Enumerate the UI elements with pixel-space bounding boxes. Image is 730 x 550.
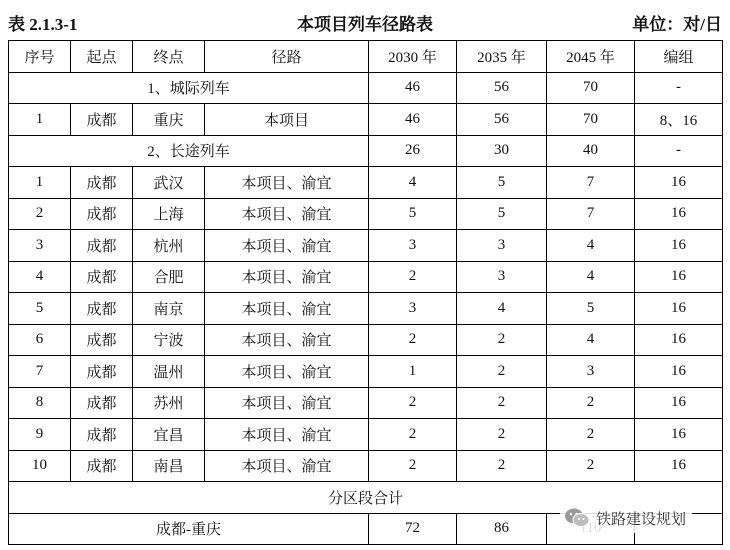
table-row [9, 104, 723, 136]
header-2035: 2035 年 [457, 41, 547, 73]
cell-2035: 2 [457, 356, 547, 388]
cell-no: 3 [9, 230, 71, 262]
cell-no: 9 [9, 419, 71, 451]
cell-route: 本项目、渝宜 [205, 293, 369, 325]
cell-2030: 2 [369, 419, 457, 451]
header-2045: 2045 年 [547, 41, 635, 73]
cell-2035: 3 [457, 230, 547, 262]
section-row-intercity [9, 72, 723, 104]
cell-route: 本项目、渝宜 [205, 419, 369, 451]
cell-2045: 3 [547, 356, 635, 388]
cell-group: 8、16 [635, 104, 723, 136]
cell-2045: 70 [547, 72, 635, 104]
cell-group: 16 [635, 324, 723, 356]
cell-no: 5 [9, 293, 71, 325]
table-row [9, 198, 723, 230]
cell-2035: 2 [457, 324, 547, 356]
cell-2030: 2 [369, 387, 457, 419]
cell-2045: 7 [547, 167, 635, 199]
cell-start: 成都 [71, 293, 133, 325]
cell-end: 宁波 [133, 324, 205, 356]
cell-2035: 2 [457, 419, 547, 451]
cell-end: 重庆 [133, 104, 205, 136]
cell-group: 16 [635, 387, 723, 419]
cell-2035: 86 [457, 513, 547, 545]
header-group: 编组 [635, 41, 723, 73]
table-row [9, 387, 723, 419]
cell-end: 杭州 [133, 230, 205, 262]
cell-route: 本项目、渝宜 [205, 387, 369, 419]
train-route-table [8, 40, 723, 545]
table-row [9, 450, 723, 482]
cell-group: 16 [635, 450, 723, 482]
cell-no: 7 [9, 356, 71, 388]
cell-2035: 5 [457, 167, 547, 199]
cell-end: 上海 [133, 198, 205, 230]
cell-no: 2 [9, 198, 71, 230]
cell-route: 本项目、渝宜 [205, 261, 369, 293]
cell-end: 武汉 [133, 167, 205, 199]
cell-route: 本项目、渝宜 [205, 167, 369, 199]
cell-2030: 1 [369, 356, 457, 388]
cell-end: 南京 [133, 293, 205, 325]
cell-2030: 46 [369, 104, 457, 136]
segment-label: 成都-重庆 [9, 513, 369, 545]
cell-2035: 5 [457, 198, 547, 230]
cell-route: 本项目、渝宜 [205, 324, 369, 356]
cell-2035: 4 [457, 293, 547, 325]
header-2030: 2030 年 [369, 41, 457, 73]
cell-end: 苏州 [133, 387, 205, 419]
cell-route: 本项目、渝宜 [205, 450, 369, 482]
cell-group: 16 [635, 419, 723, 451]
table-title: 本项目列车径路表 [297, 15, 433, 34]
cell-route: 本项目 [205, 104, 369, 136]
cell-group: - [635, 72, 723, 104]
cell-end: 宜昌 [133, 419, 205, 451]
cell-2035: 56 [457, 104, 547, 136]
cell-group: 16 [635, 230, 723, 262]
header-start: 起点 [71, 41, 133, 73]
cell-2045: 5 [547, 293, 635, 325]
cell-start: 成都 [71, 450, 133, 482]
cell-2045: 4 [547, 230, 635, 262]
section-label: 1、城际列车 [9, 72, 369, 104]
cell-start: 成都 [71, 167, 133, 199]
cell-group: 16 [635, 261, 723, 293]
section-label: 2、长途列车 [9, 135, 369, 167]
cell-2045: 4 [547, 324, 635, 356]
header-row [9, 41, 723, 73]
cell-2035: 30 [457, 135, 547, 167]
cell-start: 成都 [71, 356, 133, 388]
cell-no: 4 [9, 261, 71, 293]
cell-2045: 2 [547, 419, 635, 451]
cell-no: 1 [9, 167, 71, 199]
cell-2030: 5 [369, 198, 457, 230]
cell-end: 合肥 [133, 261, 205, 293]
cell-start: 成都 [71, 387, 133, 419]
cell-2035: 2 [457, 387, 547, 419]
subtotal-label: 分区段合计 [9, 482, 723, 514]
cell-start: 成都 [71, 324, 133, 356]
cell-2030: 72 [369, 513, 457, 545]
cell-2030: 46 [369, 72, 457, 104]
cell-start: 成都 [71, 261, 133, 293]
table-unit: 单位：对/日 [632, 15, 722, 34]
section-row-longdistance [9, 135, 723, 167]
cell-no: 6 [9, 324, 71, 356]
cell-group: 16 [635, 198, 723, 230]
cell-group: 16 [635, 293, 723, 325]
cell-2030: 2 [369, 324, 457, 356]
watermark-text: 铁路建设规划 [596, 509, 687, 528]
cell-end: 温州 [133, 356, 205, 388]
cell-2030: 26 [369, 135, 457, 167]
cell-group: 16 [635, 356, 723, 388]
table-row [9, 167, 723, 199]
cell-2045: 4 [547, 261, 635, 293]
cell-route: 本项目、渝宜 [205, 198, 369, 230]
header-route: 径路 [205, 41, 369, 73]
table-caption [8, 10, 722, 36]
header-end: 终点 [133, 41, 205, 73]
cell-2035: 56 [457, 72, 547, 104]
cell-2035: 3 [457, 261, 547, 293]
cell-start: 成都 [71, 230, 133, 262]
cell-group: 16 [635, 167, 723, 199]
wechat-icon [564, 507, 590, 529]
cell-2045: 40 [547, 135, 635, 167]
cell-2030: 4 [369, 167, 457, 199]
table-row [9, 324, 723, 356]
cell-start: 成都 [71, 104, 133, 136]
cell-no: 10 [9, 450, 71, 482]
table-row [9, 293, 723, 325]
cell-2045: 7 [547, 198, 635, 230]
header-no: 序号 [9, 41, 71, 73]
cell-2030: 3 [369, 293, 457, 325]
cell-route: 本项目、渝宜 [205, 230, 369, 262]
cell-2045: 2 [547, 387, 635, 419]
table-row [9, 230, 723, 262]
table-row [9, 356, 723, 388]
cell-2030: 2 [369, 261, 457, 293]
cell-route: 本项目、渝宜 [205, 356, 369, 388]
cell-2045: 70 [547, 104, 635, 136]
table-number: 表 2.1.3-1 [8, 15, 78, 34]
cell-no: 8 [9, 387, 71, 419]
cell-group: - [635, 135, 723, 167]
table-row [9, 419, 723, 451]
watermark [560, 503, 692, 533]
cell-end: 南昌 [133, 450, 205, 482]
table-row [9, 261, 723, 293]
cell-start: 成都 [71, 419, 133, 451]
cell-2035: 2 [457, 450, 547, 482]
cell-no: 1 [9, 104, 71, 136]
cell-2045: 2 [547, 450, 635, 482]
cell-start: 成都 [71, 198, 133, 230]
cell-2030: 3 [369, 230, 457, 262]
cell-2030: 2 [369, 450, 457, 482]
